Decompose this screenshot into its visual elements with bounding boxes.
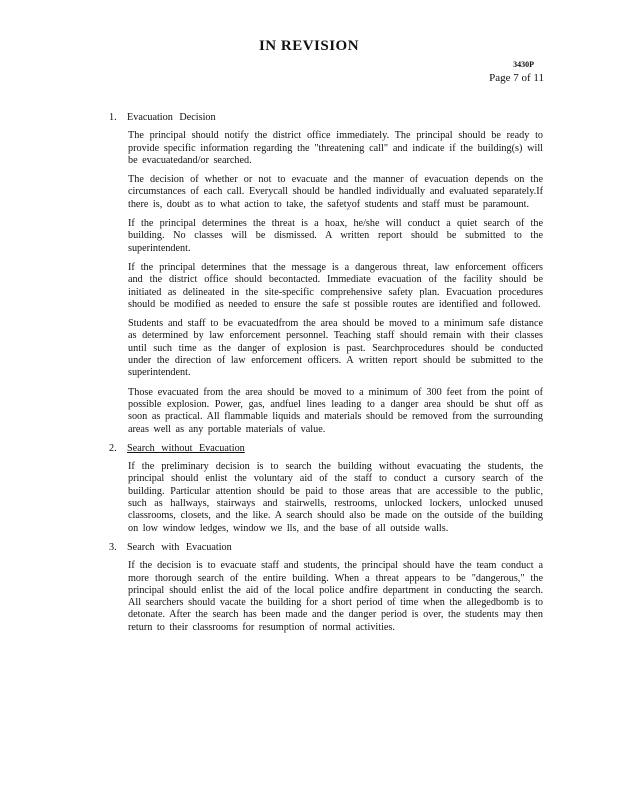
paragraph: Those evacuated from the area should be moved to a minimum of 300 feet from the point of possible explosion. Power, gas, andfuel lines leading to a danger area should be shut off as soon as practical. All flammable liquids and materials should be removed from the surrounding areas well as any portable materials of value. [128, 386, 543, 435]
paragraph: If the principal determines the threat is a hoax, he/she will conduct a quiet search of the building. No classes will be dismissed. A written report should be submitted to the superintendent. [128, 218, 543, 254]
section-search-without-evacuation [109, 443, 543, 535]
section-title: Search with Evacuation [127, 541, 232, 553]
section-heading [109, 443, 543, 455]
section-evacuation-decision [109, 112, 543, 436]
page-number: Page 7 of 11 [489, 72, 544, 84]
policy-number: 3430P [513, 60, 534, 69]
paragraph: Students and staff to be evacuatedfrom the area should be moved to a minimum safe distance as determined by law enforcement personnel. Teaching staff should remain with their classes until such time as the danger of explosion is past. Searchprocedures should be conducted under the direction of law enforcement officers. A written report should be submitted to the superintendent. [128, 318, 543, 379]
paragraph: If the preliminary decision is to search the building without evacuating the students, the principal should enlist the voluntary aid of the staff to conduct a cursory search of the building. Particular attention should be paid to those areas that are accessible to the public, such as hallways, stairways and stairwells, restrooms, unlocked lockers, unlocked unused classrooms, closets, and the like. A search should also be made on the outside of the building on low window ledges, window we lls, and the base of all outside walls. [128, 461, 543, 534]
paragraph: If the decision is to evacuate staff and students, the principal should have the team conduct a more thorough search of the entire building. When a threat appears to be "dangerous," the principal should enlist the aid of the local police andfire department in conducting the search. All searchers should vacate the building for a short period of time when the allegedbomb is to detonate. After the search has been made and the danger period is over, the students may then return to their classrooms for resumption of normal activities. [128, 560, 543, 633]
section-heading [109, 112, 543, 124]
section-heading [109, 542, 543, 554]
document-body [109, 112, 543, 641]
paragraph: The decision of whether or not to evacuate and the manner of evacuation depends on the circumstances of each call. Everycall should be handled individually and evaluated separately.If there is, doubt as to what action to take, the safetyof students and staff must be paramount. [128, 174, 543, 210]
section-title: Search without Evacuation [127, 442, 245, 454]
paragraph: The principal should notify the district office immediately. The principal should be ready to provide specific information regarding the "threatening call" and indicate if the building(s) will be evacuatedand/or searched. [128, 130, 543, 166]
paragraph: If the principal determines that the message is a dangerous threat, law enforcement officers and the district office should becontacted. Immediate evacuation of the facility should be initiated as delineated in the site-specific comprehensive safety plan. Evacuation procedures should be modified as needed to ensure the safe st possible routes are identified and followed. [128, 261, 543, 310]
section-number: 1. [109, 112, 117, 123]
section-title: Evacuation Decision [127, 112, 216, 123]
page-title: IN REVISION [258, 38, 360, 54]
section-number: 3. [109, 541, 117, 553]
section-number: 2. [109, 442, 117, 454]
section-search-with-evacuation [109, 542, 543, 634]
